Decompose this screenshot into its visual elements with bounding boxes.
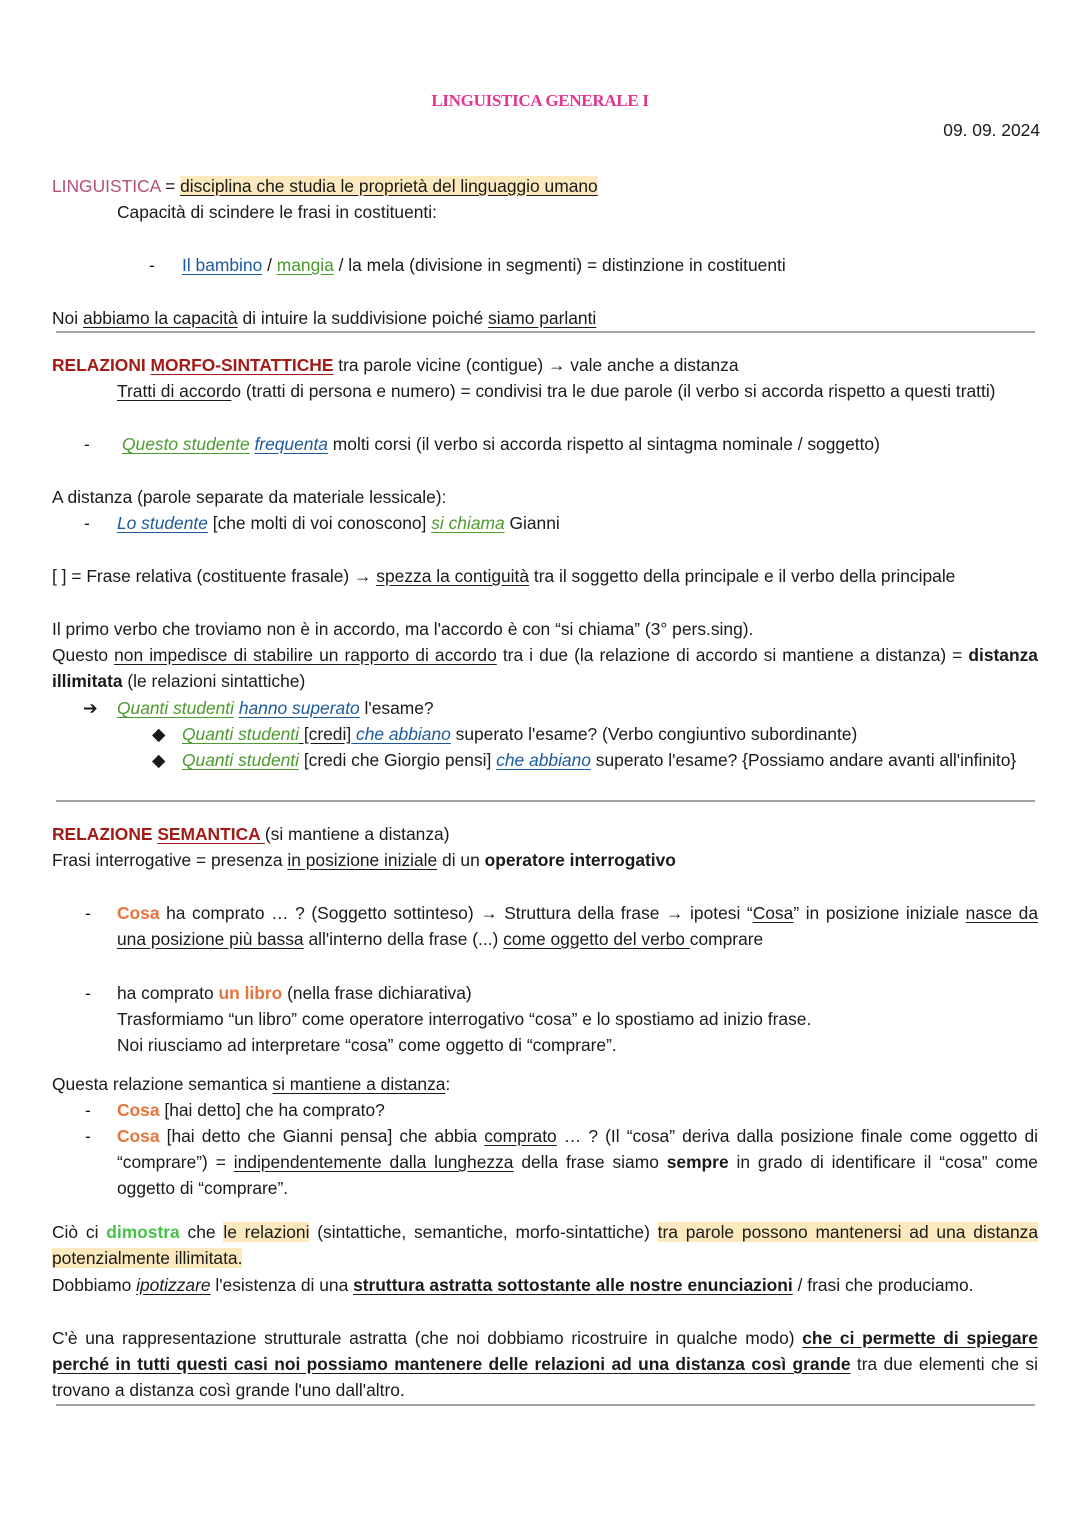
sem-t2: SEMANTICA [157,824,265,844]
noi-p1: Noi [52,308,83,328]
dash-marker: - [85,903,91,923]
cosa1-p4: comprare [689,929,764,949]
sub1-mid: [credi] [298,724,352,744]
dash-marker: - [85,1126,91,1146]
interpretare-line: Noi riusciamo ad interpretare “cosa” come oggetto di “comprare”. [117,1035,617,1055]
b2-p4: in grado di identificare il “cosa” come oggetto di “comprare”. [117,1152,1038,1198]
ipotizzare-line [52,1272,1038,1298]
questa-p1: Questa relazione semantica [52,1074,273,1094]
frasi-p2: di un [437,850,485,870]
cosa1-u1: Cosa [752,903,794,923]
definition-text: disciplina che studia le proprietà del linguaggio umano [180,176,598,196]
page-title: LINGUISTICA GENERALE I [431,91,649,110]
dash-marker: - [84,434,90,454]
arr-hanno-superato: hanno superato [238,698,360,718]
cosa1-cosa: Cosa [117,903,160,923]
b2-u1: comprato [484,1126,557,1146]
divider-1 [56,331,1035,333]
frase-relativa-line [52,563,1038,589]
ex-sep: / [262,255,277,275]
tratti-line [117,378,1038,404]
distanza-line: A distanza (parole separate da materiale lessicale): [52,487,447,507]
questo-p3: (le relazioni sintattiche) [122,671,306,691]
ex-rest: / la mela (divisione in segmenti) = distinzione in costituenti [333,255,786,275]
b2-b: sempre [666,1152,729,1172]
ex2-rest: molti corsi (il verbo si accorda rispetto al sintagma nominale / soggetto) [327,434,880,454]
diamond-icon: ◆ [152,750,166,770]
questo-p2: tra i due (la relazione di accordo si mantiene a distanza) = [496,645,969,665]
capacity-line: Capacità di scindere le frasi in costituenti: [117,202,437,222]
b1-cosa: Cosa [117,1100,160,1120]
sub2-rest: superato l'esame? {Possiamo andare avanti all'infinito} [590,750,1017,770]
b1-rest: [hai detto] che ha comprato? [159,1100,385,1120]
b2-cosa: Cosa [117,1126,160,1146]
conclusion-line [52,1219,1038,1271]
morfo-heading [52,352,1038,378]
frasi-p1: Frasi interrogative = presenza [52,850,288,870]
morfo-t3: tra parole vicine (contigue) → vale anche a distanza [333,355,739,375]
rappresentazione-line [52,1325,1038,1403]
cio-dimostra: dimostra [106,1222,180,1242]
comp-un-libro: un libro [218,983,283,1003]
ex-il-bambino: Il bambino [182,255,263,275]
rel-u: spezza la contiguità [376,566,530,586]
cio-p1: Ciò ci [52,1222,107,1242]
dobb-ipotizzare: ipotizzare [136,1275,211,1295]
dobb-p2: l'esistenza di una [210,1275,354,1295]
ex3-si-chiama: si chiama [431,513,505,533]
ex3-mid: [che molti di voi conoscono] [207,513,432,533]
comp-p2: (nella frase dichiarativa) [282,983,472,1003]
noi-u1: abbiamo la capacità [82,308,238,328]
b2-p3: della frase siamo [513,1152,667,1172]
dobb-struttura: struttura astratta sottostante alle nostre enunciazioni [353,1275,793,1295]
ex-mangia: mangia [276,255,334,275]
tratti-u: Tratti di accord [117,381,232,401]
ex3-lo-studente: Lo studente [117,513,208,533]
sub2-quanti: Quanti studenti [182,750,299,770]
sub2-che-abbiano: che abbiano [496,750,591,770]
sem-t3: (si mantiene a distanza) [264,824,450,844]
cosa-example-1 [85,900,1038,952]
morfo-t1: RELAZIONI [52,355,151,375]
questa-relazione-line [52,1071,1038,1097]
arr-quanti-studenti: Quanti studenti [117,698,234,718]
questo-line [52,642,1038,694]
cosa1-u3: come oggetto del verbo [503,929,690,949]
term-linguistica: LINGUISTICA [52,176,161,196]
morfo-t2: MORFO-SINTATTICHE [150,355,334,375]
noi-u2: siamo parlanti [488,308,597,328]
dash-marker: - [149,255,155,275]
dobb-p1: Dobbiamo [52,1275,137,1295]
questo-b: distanza illimitata [52,645,1038,691]
sub1-quanti: Quanti studenti [182,724,299,744]
ex2-frequenta: frequenta [254,434,328,454]
sub1-che-abbiano: che abbiano [351,724,451,744]
ha-comprato-line [85,980,1038,1006]
dobb-p3: / frasi che produciamo. [792,1275,974,1295]
frasi-b: operatore interrogativo [484,850,676,870]
cosa-example-3 [85,1123,1038,1201]
document-date: 09. 09. 2024 [943,120,1040,140]
arrow-icon: ➔ [83,698,98,718]
definition-line [52,173,1038,199]
dash-marker: - [84,513,90,533]
sub1-rest: superato l'esame? (Verbo congiuntivo subordinante) [450,724,858,744]
comp-p1: ha comprato [117,983,219,1003]
frasi-interrogative-line [52,847,1038,873]
sub2-mid: [credi che Giorgio pensi] [298,750,497,770]
rapp-bold: che ci permette di spiegare perché in tutti questi casi noi possiamo mantenere delle relazioni ad una distanza così grande [52,1328,1038,1374]
cosa1-p2: ” in posizione iniziale [793,903,966,923]
questo-p1: Questo [52,645,115,665]
ex2-questo-studente: Questo studente [122,434,250,454]
cio-p3: (sintattiche, semantiche, morfo-sintattiche) [309,1222,658,1242]
b2-u2: indipendentemente dalla lunghezza [233,1152,514,1172]
tratti-rest: o (tratti di persona e numero) = condivisi tra le due parole (il verbo si accorda rispetto a questi tratti) [231,381,996,401]
questa-p2: : [445,1074,451,1094]
ex3-rest: Gianni [504,513,560,533]
divider-3 [56,1404,1035,1406]
cio-p2: che [179,1222,224,1242]
primo-verbo-line: Il primo verbo che troviamo non è in accordo, ma l'accordo è con “si chiama” (3° pers.sing). [52,619,754,639]
cosa1-u2: nasce da una posizione più bassa [117,903,1038,949]
sub-example-2 [152,747,1038,773]
dash-marker: - [85,1100,91,1120]
cosa1-p1: ha comprato … ? (Soggetto sottinteso) → Struttura della frase → ipotesi “ [159,903,753,923]
rel-p1: [ ] = Frase relativa (costituente frasale) → [52,566,377,586]
rapp-p2: tra due elementi che si trovano a distanza così grande l'uno dall'altro. [52,1354,1038,1400]
cio-h2: tra parole possono mantenersi ad una distanza potenzialmente illimitata. [52,1222,1038,1268]
arr-rest: l'esame? [359,698,434,718]
questo-u: non impedisce di stabilire un rapporto di accordo [114,645,497,665]
frasi-u: in posizione iniziale [287,850,438,870]
cosa1-p3: all'interno della frase (...) [303,929,504,949]
rapp-p1: C'è una rappresentazione strutturale astratta (che noi dobbiamo ricostruire in qualche modo) [52,1328,803,1348]
semantica-heading [52,821,1038,847]
b2-p2: … ? (Il “cosa” deriva dalla posizione finale come oggetto di “comprare”) = [117,1126,1038,1172]
questa-u: si mantiene a distanza [272,1074,446,1094]
cosa-example-2 [85,1097,1038,1123]
dash-marker: - [85,983,91,1003]
b2-p1: [hai detto che Gianni pensa] che abbia [159,1126,485,1146]
noi-line [52,305,1038,331]
cio-h1: le relazioni [223,1222,310,1242]
diamond-icon: ◆ [152,724,166,744]
equals-sign: = [160,176,181,196]
noi-p2: di intuire la suddivisione poiché [237,308,489,328]
trasformiamo-line: Trasformiamo “un libro” come operatore interrogativo “cosa” e lo spostiamo ad inizio frase. [117,1009,812,1029]
sem-t1: RELAZIONE [52,824,158,844]
divider-2 [56,800,1035,802]
rel-p2: tra il soggetto della principale e il verbo della principale [529,566,956,586]
